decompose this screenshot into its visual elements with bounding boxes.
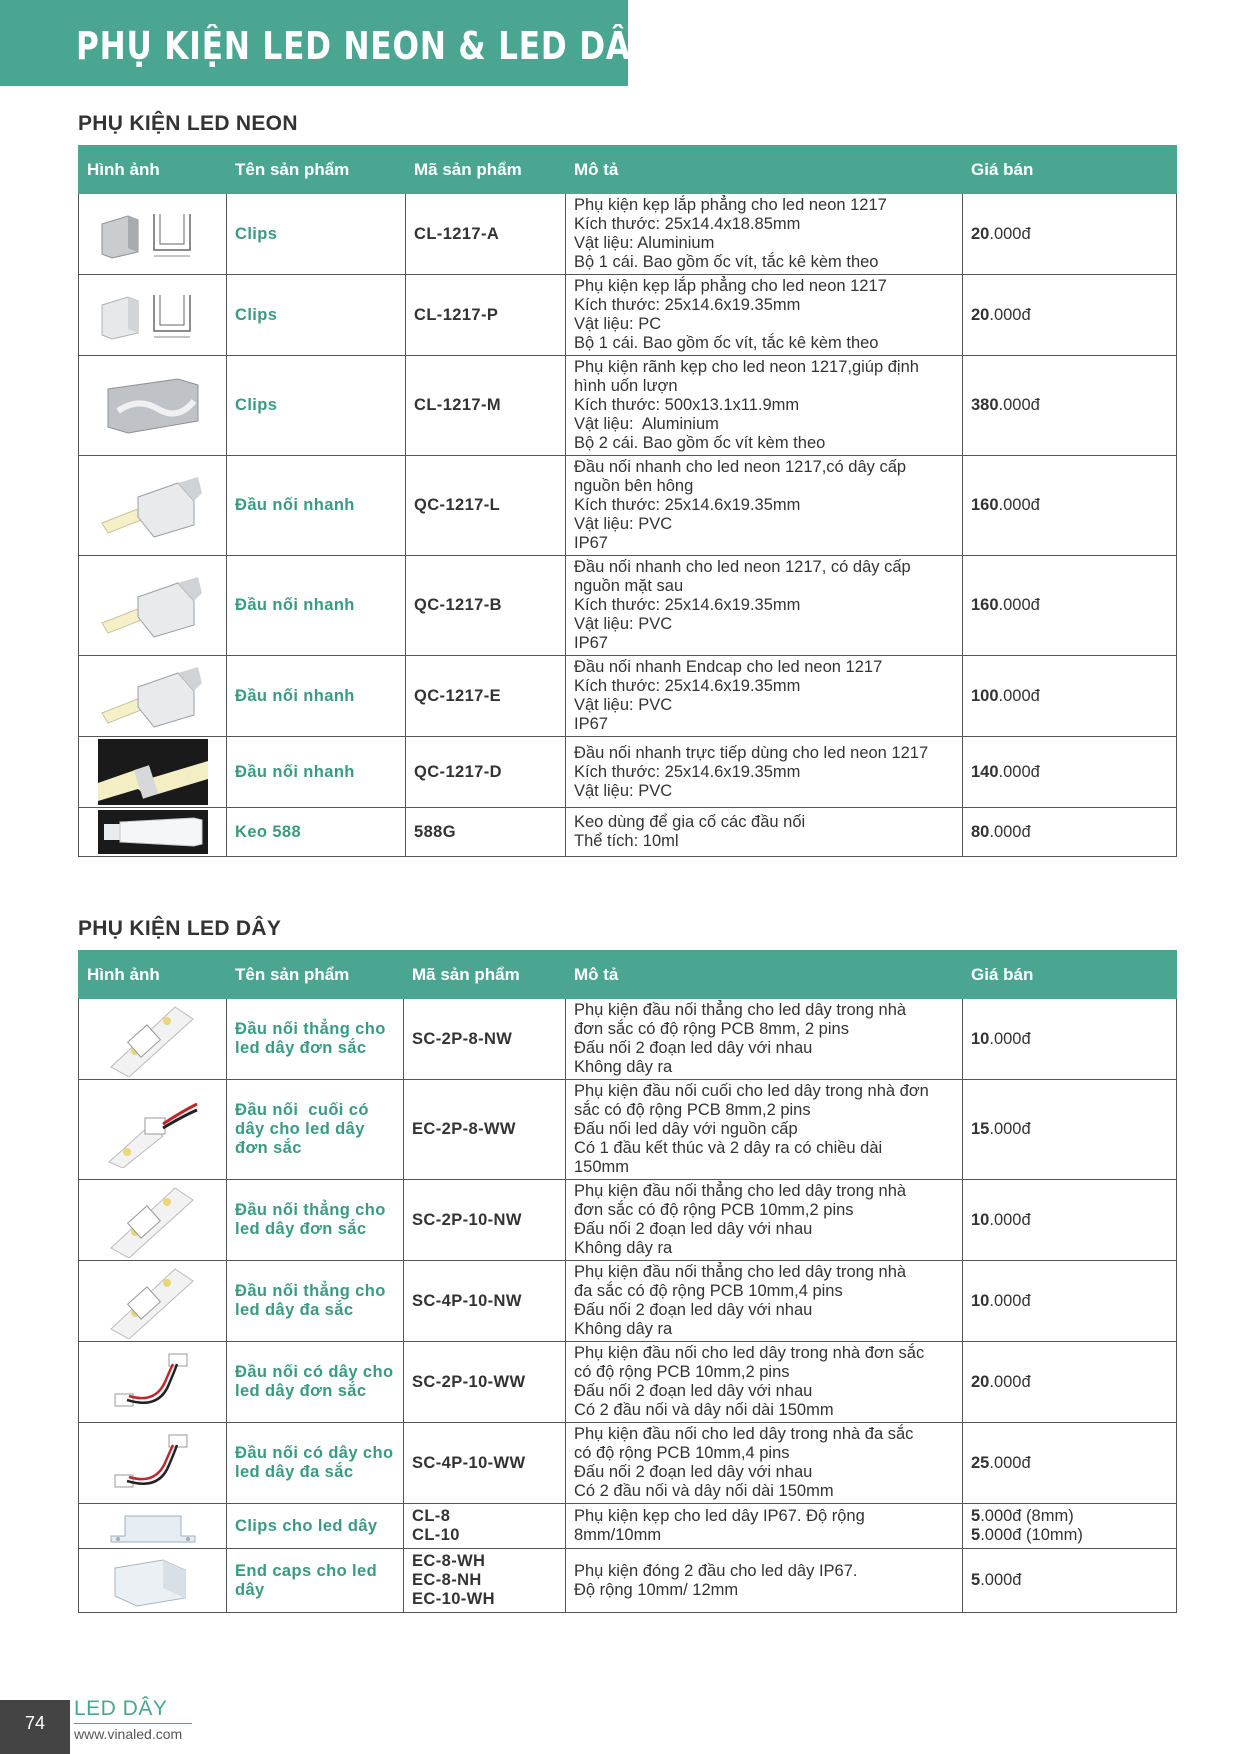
- description-line: Kích thước: 25x14.6x19.35mm: [574, 496, 801, 514]
- price-main: 15: [971, 1120, 990, 1138]
- price-line: [971, 1526, 1168, 1545]
- product-price: [963, 656, 1177, 737]
- product-description: [566, 1180, 963, 1261]
- neon-connector-icon: [87, 471, 218, 541]
- table-header-row: [79, 951, 1177, 999]
- footer-url: www.vinaled.com: [74, 1726, 183, 1742]
- product-image: [79, 1180, 227, 1261]
- description-line: hình uốn lượn: [574, 377, 678, 395]
- price-main: 5: [971, 1526, 981, 1544]
- price-main: 10: [971, 1210, 990, 1229]
- price-main: 160: [971, 496, 999, 514]
- price-main: 20: [971, 305, 990, 324]
- price-unit: .000đ: [980, 1571, 1022, 1589]
- product-code-line: SC-2P-8-NW: [412, 1029, 513, 1048]
- description-line: Thể tích: 10ml: [574, 832, 679, 850]
- price-unit: .000đ: [998, 596, 1040, 614]
- aluminium-clip-icon: [87, 204, 218, 264]
- price-main: 5: [971, 1571, 981, 1589]
- description-line: Kích thước: 25x14.6x19.35mm: [574, 762, 801, 781]
- product-price: [963, 194, 1177, 275]
- table-row: [79, 1180, 1177, 1261]
- product-name-line: Đầu nối thẳng cho: [235, 1282, 386, 1300]
- product-name: Keo 588: [227, 808, 406, 857]
- price-unit: .000đ: [989, 1453, 1031, 1472]
- product-image: [79, 737, 227, 808]
- description-line: Vật liệu: PVC: [574, 515, 673, 533]
- table-row: [79, 556, 1177, 656]
- product-code-line: SC-4P-10-NW: [412, 1291, 522, 1310]
- description-line: Keo dùng để gia cố các đầu nối: [574, 813, 806, 831]
- price-unit: .000đ: [989, 1210, 1031, 1229]
- description-line: 150mm: [574, 1158, 630, 1176]
- header-image: Hình ảnh: [79, 951, 227, 999]
- description-line: 8mm/10mm: [574, 1526, 662, 1544]
- description-line: Kích thước: 25x14.6x19.35mm: [574, 296, 801, 314]
- strip-accessories-table: [78, 950, 1177, 1613]
- product-image: [79, 1504, 227, 1549]
- product-price: [963, 275, 1177, 356]
- product-name-line: led dây đa sắc: [235, 1463, 354, 1481]
- product-code: [404, 1342, 566, 1423]
- product-code-line: SC-4P-10-WW: [412, 1453, 526, 1472]
- price-line: [971, 1454, 1168, 1473]
- product-image: [79, 456, 227, 556]
- footer-brand: LED DÂY: [74, 1697, 168, 1720]
- product-description: [566, 556, 963, 656]
- product-name: Đầu nối nhanh: [227, 556, 406, 656]
- description-line: đa sắc có độ rộng PCB 10mm,4 pins: [574, 1282, 843, 1300]
- description-line: IP67: [574, 715, 608, 733]
- product-price: [963, 1261, 1177, 1342]
- description-line: Kích thước: 25x14.4x18.85mm: [574, 215, 801, 233]
- product-description: [566, 656, 963, 737]
- description-line: Vật liệu: PVC: [574, 696, 673, 714]
- product-code-line: EC-8-NH: [412, 1571, 482, 1589]
- product-description: [566, 1504, 963, 1549]
- header-name: Tên sản phẩm: [227, 146, 406, 194]
- description-line: Vật liệu: Aluminium: [574, 415, 719, 433]
- product-image: [79, 1261, 227, 1342]
- product-name: Đầu nối nhanh: [227, 737, 406, 808]
- product-name: Clips: [227, 194, 406, 275]
- product-image: [79, 1342, 227, 1423]
- description-line: Vật liệu: Aluminium: [574, 234, 715, 252]
- price-unit: .000đ (10mm): [980, 1526, 1083, 1544]
- product-name-line: Đầu nối cuối có: [235, 1101, 369, 1119]
- description-line: nguồn bên hông: [574, 477, 694, 495]
- header-image: Hình ảnh: [79, 146, 227, 194]
- product-description: [566, 356, 963, 456]
- price-main: 80: [971, 822, 990, 841]
- price-unit: .000đ: [989, 822, 1031, 841]
- description-line: có độ rộng PCB 10mm,4 pins: [574, 1444, 790, 1462]
- neon-connector-icon: [87, 661, 218, 731]
- description-line: Đấu nối led dây với nguồn cấp: [574, 1120, 798, 1138]
- price-main: 20: [971, 1372, 990, 1391]
- product-description: [566, 1549, 963, 1613]
- description-line: Đầu nối nhanh trực tiếp dùng cho led neon 1217: [574, 743, 929, 762]
- glue-tube-icon: [87, 810, 218, 854]
- strip-section-title: PHỤ KIỆN LED DÂY: [78, 917, 282, 940]
- description-line: Đấu nối 2 đoạn led dây với nhau: [574, 1039, 813, 1057]
- description-line: Bộ 2 cái. Bao gồm ốc vít kèm theo: [574, 434, 826, 452]
- product-image: [79, 1423, 227, 1504]
- product-name: Đầu nối nhanh: [227, 656, 406, 737]
- description-line: Không dây ra: [574, 1320, 673, 1338]
- product-image: [79, 808, 227, 857]
- description-line: có độ rộng PCB 10mm,2 pins: [574, 1363, 790, 1381]
- product-code: CL-1217-P: [406, 275, 566, 356]
- strip-wire-icon: [87, 1344, 218, 1420]
- table-row: [79, 275, 1177, 356]
- product-name-line: Đầu nối có dây cho: [235, 1444, 394, 1462]
- description-line: Kích thước: 25x14.6x19.35mm: [574, 677, 801, 695]
- product-description: [566, 1423, 963, 1504]
- product-image: [79, 556, 227, 656]
- product-name-line: Đầu nối có dây cho: [235, 1363, 394, 1381]
- description-line: Bộ 1 cái. Bao gồm ốc vít, tắc kê kèm theo: [574, 334, 879, 352]
- page-number: 74: [0, 1700, 70, 1754]
- description-line: Không dây ra: [574, 1058, 673, 1076]
- description-line: Phụ kiện đầu nối cuối cho led dây trong nhà đơn: [574, 1082, 929, 1100]
- pc-clip-icon: [87, 285, 218, 345]
- product-image: [79, 356, 227, 456]
- product-name-line: Clips cho led dây: [235, 1516, 378, 1535]
- banner-title: PHỤ KIỆN LED NEON & LED DÂY: [76, 24, 652, 68]
- product-name: [227, 1549, 404, 1613]
- product-name-line: Đầu nối thẳng cho: [235, 1020, 386, 1038]
- product-code: [404, 1549, 566, 1613]
- description-line: Phụ kiện kẹp lắp phẳng cho led neon 1217: [574, 277, 887, 295]
- product-code: QC-1217-E: [406, 656, 566, 737]
- price-line: [971, 1030, 1168, 1049]
- table-row: [79, 808, 1177, 857]
- product-image: [79, 275, 227, 356]
- description-line: Kích thước: 500x13.1x11.9mm: [574, 396, 800, 414]
- product-description: [566, 1261, 963, 1342]
- strip-connector-icon: [87, 1182, 218, 1258]
- header-code: Mã sản phẩm: [406, 146, 566, 194]
- product-code: [404, 999, 566, 1080]
- price-main: 10: [971, 1029, 990, 1048]
- product-code: [404, 1423, 566, 1504]
- table-row: [79, 656, 1177, 737]
- table-row: [79, 999, 1177, 1080]
- product-code-line: CL-8: [412, 1507, 451, 1525]
- product-description: [566, 999, 963, 1080]
- description-line: Đấu nối 2 đoạn led dây với nhau: [574, 1220, 813, 1238]
- product-price: [963, 1504, 1177, 1549]
- price-unit: .000đ: [998, 496, 1040, 514]
- product-name: [227, 1180, 404, 1261]
- header-desc: Mô tả: [566, 146, 963, 194]
- product-name: Đầu nối nhanh: [227, 456, 406, 556]
- product-description: [566, 1080, 963, 1180]
- price-line: [971, 1571, 1168, 1590]
- price-line: [971, 1373, 1168, 1392]
- product-price: [963, 1342, 1177, 1423]
- description-line: Đầu nối nhanh cho led neon 1217,có dây cấp: [574, 458, 907, 476]
- table-row: [79, 194, 1177, 275]
- price-main: 380: [971, 396, 999, 414]
- description-line: Phụ kiện đầu nối thẳng cho led dây trong nhà: [574, 1263, 907, 1281]
- product-name-line: led dây đơn sắc: [235, 1039, 367, 1057]
- product-name-line: led dây đơn sắc: [235, 1382, 367, 1400]
- header-price: Giá bán: [963, 146, 1177, 194]
- description-line: Vật liệu: PVC: [574, 781, 673, 800]
- neon-direct-icon: [87, 739, 218, 805]
- price-line: [971, 1120, 1168, 1139]
- product-code: [404, 1261, 566, 1342]
- description-line: đơn sắc có độ rộng PCB 8mm, 2 pins: [574, 1020, 849, 1038]
- product-name-line: led dây đơn sắc: [235, 1220, 367, 1238]
- product-image: [79, 656, 227, 737]
- description-line: Kích thước: 25x14.6x19.35mm: [574, 596, 801, 614]
- description-line: Phụ kiện đóng 2 đầu cho led dây IP67.: [574, 1561, 858, 1580]
- table-row: [79, 1342, 1177, 1423]
- description-line: Vật liệu: PVC: [574, 615, 673, 633]
- neon-section-title: PHỤ KIỆN LED NEON: [78, 112, 298, 135]
- product-image: [79, 194, 227, 275]
- price-line: [971, 1507, 1168, 1526]
- product-name: [227, 1423, 404, 1504]
- price-unit: .000đ: [989, 1291, 1031, 1310]
- price-unit: .000đ: [989, 1120, 1031, 1138]
- product-name-line: đơn sắc: [235, 1139, 302, 1157]
- strip-connector-icon: [87, 1001, 218, 1077]
- product-description: [566, 737, 963, 808]
- price-unit: .000đ: [998, 686, 1040, 705]
- description-line: Phụ kiện kẹp cho led dây IP67. Độ rộng: [574, 1507, 865, 1525]
- product-code-line: EC-8-WH: [412, 1552, 486, 1570]
- description-line: Phụ kiện đầu nối thẳng cho led dây trong nhà: [574, 1001, 907, 1019]
- product-code: [404, 1080, 566, 1180]
- description-line: Đấu nối 2 đoạn led dây với nhau: [574, 1463, 813, 1481]
- description-line: Bộ 1 cái. Bao gồm ốc vít, tắc kê kèm theo: [574, 253, 879, 271]
- table-row: [79, 456, 1177, 556]
- product-price: [963, 808, 1177, 857]
- product-code-line: CL-10: [412, 1526, 460, 1544]
- product-code-line: SC-2P-10-NW: [412, 1210, 522, 1229]
- product-price: [963, 1549, 1177, 1613]
- product-name: [227, 1080, 404, 1180]
- strip-wire-icon: [87, 1425, 218, 1501]
- description-line: Có 1 đầu kết thúc và 2 dây ra có chiều dài: [574, 1139, 883, 1157]
- table-row: [79, 356, 1177, 456]
- table-row: [79, 1261, 1177, 1342]
- product-code: QC-1217-L: [406, 456, 566, 556]
- price-unit: .000đ: [998, 762, 1040, 781]
- description-line: đơn sắc có độ rộng PCB 10mm,2 pins: [574, 1201, 854, 1219]
- header-name: Tên sản phẩm: [227, 951, 404, 999]
- description-line: IP67: [574, 534, 608, 552]
- price-main: 20: [971, 224, 990, 243]
- description-line: Đầu nối nhanh cho led neon 1217, có dây cấp: [574, 558, 911, 576]
- product-code: [404, 1504, 566, 1549]
- product-code-line: EC-10-WH: [412, 1590, 495, 1608]
- product-name-line: dây: [235, 1580, 265, 1599]
- price-unit: .000đ: [989, 1029, 1031, 1048]
- header-price: Giá bán: [963, 951, 1177, 999]
- product-name-line: End caps cho led: [235, 1561, 378, 1580]
- table-row: [79, 1549, 1177, 1613]
- table-row: [79, 1080, 1177, 1180]
- product-price: [963, 356, 1177, 456]
- description-line: Phụ kiện kẹp lắp phẳng cho led neon 1217: [574, 196, 887, 214]
- product-price: [963, 456, 1177, 556]
- price-main: 160: [971, 596, 999, 614]
- product-name: [227, 1342, 404, 1423]
- price-main: 100: [971, 686, 999, 705]
- neon-accessories-table: [78, 145, 1177, 857]
- product-code-line: SC-2P-10-WW: [412, 1372, 526, 1391]
- product-code: CL-1217-A: [406, 194, 566, 275]
- product-price: [963, 1080, 1177, 1180]
- end-cap-icon: [87, 1552, 218, 1610]
- product-name-line: led dây đa sắc: [235, 1301, 354, 1319]
- product-name: Clips: [227, 275, 406, 356]
- table-row: [79, 737, 1177, 808]
- product-name: [227, 999, 404, 1080]
- strip-wire-end-icon: [87, 1092, 218, 1168]
- description-line: IP67: [574, 634, 608, 652]
- product-image: [79, 1080, 227, 1180]
- description-line: Có 2 đầu nối và dây nối dài 150mm: [574, 1401, 834, 1419]
- product-name-line: Đầu nối thẳng cho: [235, 1201, 386, 1219]
- footer-divider: [74, 1723, 192, 1724]
- strip-connector-icon: [87, 1263, 218, 1339]
- table-row: [79, 1423, 1177, 1504]
- price-main: 140: [971, 762, 999, 781]
- description-line: Đấu nối 2 đoạn led dây với nhau: [574, 1301, 813, 1319]
- price-main: 10: [971, 1291, 990, 1310]
- table-header-row: [79, 146, 1177, 194]
- description-line: Vật liệu: PC: [574, 315, 662, 333]
- channel-clip-icon: [87, 371, 218, 441]
- description-line: Có 2 đầu nối và dây nối dài 150mm: [574, 1482, 834, 1500]
- product-price: [963, 556, 1177, 656]
- price-unit: .000đ: [989, 305, 1031, 324]
- price-unit: .000đ (8mm): [980, 1507, 1074, 1525]
- product-description: [566, 1342, 963, 1423]
- header-desc: Mô tả: [566, 951, 963, 999]
- page-banner: [0, 0, 652, 86]
- product-code: QC-1217-D: [406, 737, 566, 808]
- description-line: Độ rộng 10mm/ 12mm: [574, 1580, 739, 1599]
- product-description: [566, 275, 963, 356]
- description-line: Không dây ra: [574, 1239, 673, 1257]
- description-line: Đấu nối 2 đoạn led dây với nhau: [574, 1382, 813, 1400]
- product-code: 588G: [406, 808, 566, 857]
- price-unit: .000đ: [998, 396, 1040, 414]
- product-code: QC-1217-B: [406, 556, 566, 656]
- product-price: [963, 1423, 1177, 1504]
- price-main: 5: [971, 1507, 981, 1525]
- product-name: [227, 1504, 404, 1549]
- price-main: 25: [971, 1453, 990, 1472]
- product-code-line: EC-2P-8-WW: [412, 1120, 516, 1138]
- product-price: [963, 999, 1177, 1080]
- price-line: [971, 1211, 1168, 1230]
- description-line: Đầu nối nhanh Endcap cho led neon 1217: [574, 658, 883, 676]
- product-image: [79, 1549, 227, 1613]
- description-line: Phụ kiện đầu nối cho led dây trong nhà đơn sắc: [574, 1344, 925, 1362]
- price-unit: .000đ: [989, 224, 1031, 243]
- product-price: [963, 737, 1177, 808]
- product-name: [227, 1261, 404, 1342]
- product-code: CL-1217-M: [406, 356, 566, 456]
- table-row: [79, 1504, 1177, 1549]
- description-line: Phụ kiện đầu nối thẳng cho led dây trong nhà: [574, 1182, 907, 1200]
- product-price: [963, 1180, 1177, 1261]
- price-line: [971, 1292, 1168, 1311]
- description-line: nguồn mặt sau: [574, 577, 684, 595]
- product-description: [566, 456, 963, 556]
- product-description: [566, 808, 963, 857]
- product-description: [566, 194, 963, 275]
- product-name-line: dây cho led dây: [235, 1120, 365, 1138]
- product-name: Clips: [227, 356, 406, 456]
- product-image: [79, 999, 227, 1080]
- description-line: sắc có độ rộng PCB 8mm,2 pins: [574, 1101, 811, 1119]
- neon-connector-icon: [87, 571, 218, 641]
- description-line: Phụ kiện rãnh kẹp cho led neon 1217,giúp định: [574, 358, 919, 376]
- price-unit: .000đ: [989, 1372, 1031, 1391]
- header-code: Mã sản phẩm: [404, 951, 566, 999]
- description-line: Phụ kiện đầu nối cho led dây trong nhà đa sắc: [574, 1425, 914, 1443]
- strip-clip-icon: [87, 1506, 218, 1546]
- product-code: [404, 1180, 566, 1261]
